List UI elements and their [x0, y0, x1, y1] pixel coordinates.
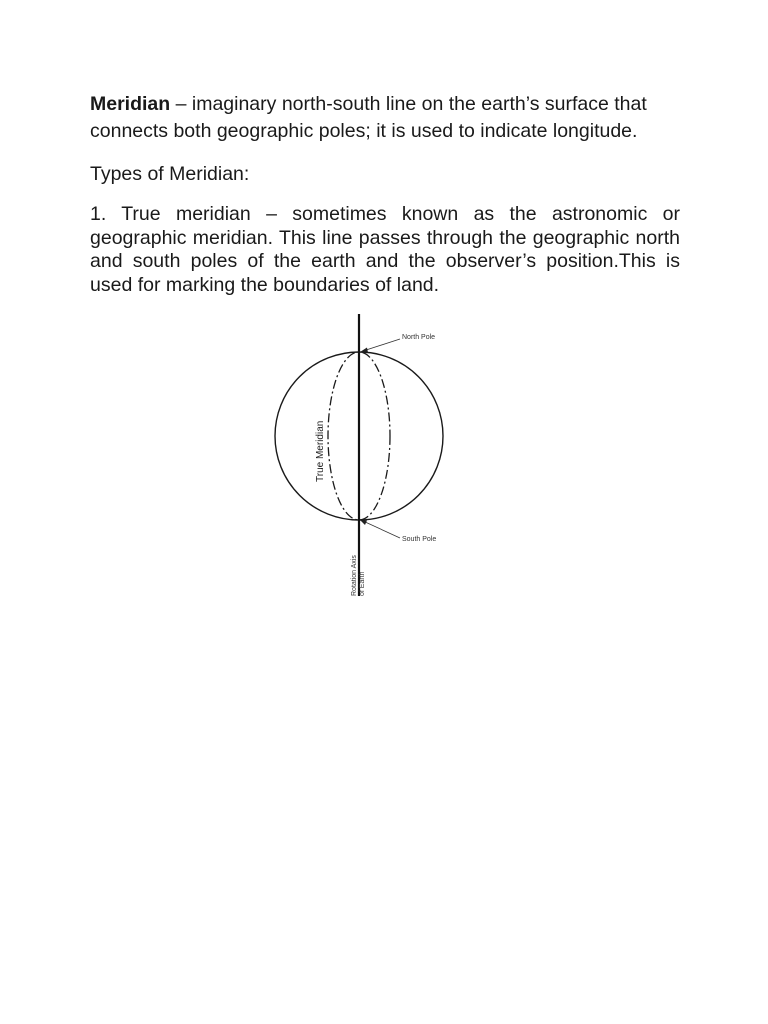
diagram-svg	[270, 310, 470, 600]
axis-label-line2: of Earth	[359, 571, 366, 596]
south-pole-label: South Pole	[402, 536, 437, 543]
north-pole-arrowhead	[360, 348, 368, 353]
south-pole-leader	[363, 521, 400, 538]
axis-label-line1: Rotation Axis	[351, 555, 358, 596]
south-pole-arrowhead	[360, 520, 367, 525]
true-meridian-paragraph: 1. True meridian – sometimes known as the astronomic or geographic meridian. This line passes through the geographic north and south poles of the earth and the observer’s position.This is used for marking the boundaries of land.	[90, 203, 680, 296]
north-pole-label: North Pole	[402, 334, 436, 341]
true-meridian-label: True Meridian	[315, 420, 326, 482]
definition-term: Meridian	[90, 93, 171, 115]
meridian-definition	[90, 91, 680, 145]
types-heading: Types of Meridian:	[90, 163, 250, 185]
north-pole-leader	[363, 339, 400, 351]
true-meridian-diagram	[270, 310, 470, 600]
definition-text: – imaginary north-south line on the earth’s surface that connects both geographic poles; it is used to indicate longitude.	[90, 93, 647, 142]
